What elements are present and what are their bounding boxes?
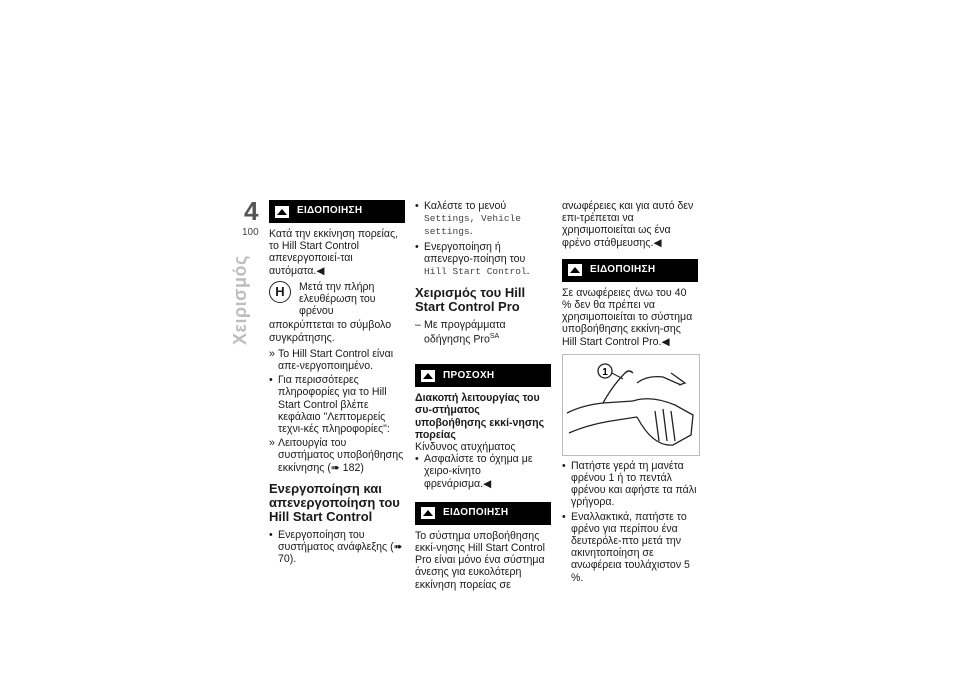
warning-banner (269, 200, 405, 223)
result-item: » Το Hill Start Control είναι απε-νεργοποιημένο. (269, 348, 405, 372)
caution-step: • Ασφαλίστε το όχημα με χειρο-κίνητο φρενάρισμα.◀ (415, 453, 551, 490)
brake-lever-illustration (562, 354, 700, 456)
warning-icon (421, 507, 435, 519)
column-1 (269, 200, 405, 567)
caution-sub: Κίνδυνος ατυχήματος (415, 440, 516, 453)
section-heading: Ενεργοποίηση και απενεργοποίηση του Hill Start Control (269, 480, 400, 524)
continued-text: ανωφέρειες και για αυτό δεν επι-τρέπεται να χρησιμοποιείται ως ένα φρένο στάθμευσης.◀ (562, 200, 694, 249)
toggle-step: • Ενεργοποίηση ή απενεργο-ποίηση του Hill Start Control. (415, 241, 551, 279)
warning-title: ΕΙΔΟΠΟΙΗΣΗ (590, 264, 656, 276)
warning-title: ΕΙΔΟΠΟΙΗΣΗ (297, 205, 363, 217)
caution-icon (421, 370, 435, 382)
warning-title: ΕΙΔΟΠΟΙΗΣΗ (443, 507, 509, 519)
hold-text-2: αποκρύπτεται το σύμβολο συγκράτησης. (269, 319, 392, 344)
reference-item: » Λειτουργία του συστήματος υποβοήθησης εκκίνησης (➠ 182) (269, 437, 405, 474)
menu-step: • Καλέστε το μενού Settings, Vehicle settings. (415, 200, 551, 239)
warning-text: Το σύστημα υποβοήθησης εκκί-νησης Hill Start Control Pro είναι μόνο ένα σύστημα άνεσης για ευκολότερη εκκίνηση πορείας σε (415, 529, 545, 591)
warning-icon (275, 206, 289, 218)
hold-text-1: Μετά την πλήρη ελευθέρωση του φρένου (299, 280, 376, 318)
warning-text: Κατά την εκκίνηση πορείας, το Hill Start Control απενεργοποιεί-ται αυτόματα.◀ (269, 228, 399, 277)
section-heading: Χειρισμός του Hill Start Control Pro (415, 285, 526, 315)
column-2 (415, 200, 551, 595)
caution-heading: Διακοπή λειτουργίας του συ-στήματος υποβοήθησης εκκί-νησης πορείας (415, 392, 545, 441)
hold-symbol-icon: H (269, 281, 291, 303)
caution-title: ΠΡΟΣΟΧΗ (443, 369, 495, 381)
brake-step-2: • Εναλλακτικά, πατήστε το φρένο για περίπου ένα δευτερόλε-πτο μετά την ακινητοποίηση σε ανωφέρεια τουλάχιστον 5 %. (562, 511, 698, 584)
warning-text: Σε ανωφέρειες άνω του 40 % δεν θα πρέπει να χρησιμοποιείται το σύστημα υποβοήθησης εκκίνη-σης Hill Start Control Pro.◀ (562, 286, 693, 348)
figure-callout-label: 1 (602, 366, 608, 378)
warning-icon (568, 264, 582, 276)
caution-banner (415, 364, 551, 387)
ignition-step: • Ενεργοποίηση του συστήματος ανάφλεξης (➠ 70). (269, 529, 405, 566)
brake-step-1: • Πατήστε γερά τη μανέτα φρένου 1 ή το πεντάλ φρένου και αφήστε τα πάλι γρήγορα. (562, 460, 698, 509)
warning-banner (562, 259, 698, 282)
info-item: • Για περισσότερες πληροφορίες για το Hill Start Control βλέπε κεφάλαιο "Λεπτομερείς τεχνι-κές πληροφορίες": (269, 374, 405, 435)
warning-banner (415, 502, 551, 525)
condition-item: – Με προγράμματα οδήγησης Pro$^{SA}$ (415, 319, 551, 346)
page-number: 100 (242, 227, 259, 238)
chapter-number: 4 (244, 196, 259, 226)
chapter-side-label: Χειρισμός (230, 255, 250, 345)
column-3 (562, 200, 698, 586)
